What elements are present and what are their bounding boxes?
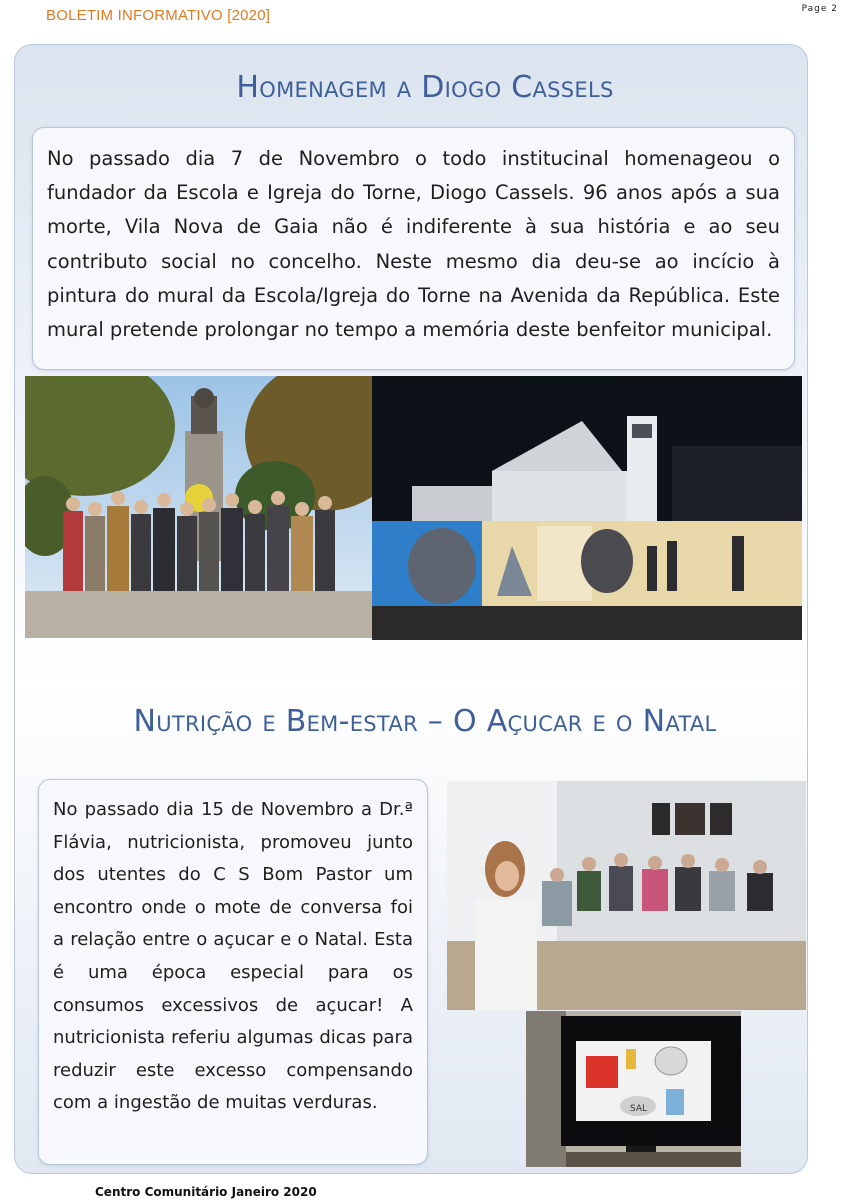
section-title-nutricao: Nutrição e Bem-estar – O Açucar e o Natal: [133, 704, 717, 739]
paragraph-nutricao: No passado dia 15 de Novembro a Dr.ª Flávia, nutricionista, promoveu junto dos utentes do C S Bom Pastor um encontro onde o mote de conversa foi a relação entre o açucar e o Natal. Esta é uma época especial para os consumos excessivos de açucar! A nutricionista referiu algumas dicas para reduzir este excesso compensando com a ingestão de muitas verduras.: [53, 799, 413, 1114]
footer-text: Centro Comunitário Janeiro 2020: [95, 1185, 317, 1199]
photo-nutrition-session: [447, 781, 806, 1010]
text-box-nutricao: [38, 779, 428, 1165]
text-box-homenagem: [32, 127, 795, 370]
photo-mural-night: [372, 376, 802, 640]
photo-group-at-monument: [25, 376, 372, 638]
slide-label: SAL: [630, 1104, 648, 1114]
paragraph-homenagem: No passado dia 7 de Novembro o todo institucinal homenageou o fundador da Escola e Igreja do Torne, Diogo Cassels. 96 anos após a sua morte, Vila Nova de Gaia não é indiferente à sua história e ao seu contributo social no concelho. Neste mesmo dia deu-se ao incício à pintura do mural da Escola/Igreja do Torne na Avenida da República. Este mural pretende prolongar no tempo a memória deste benfeitor municipal.: [47, 147, 780, 342]
photo-tv-presentation: [526, 1011, 741, 1167]
newsletter-header-title: BOLETIM INFORMATIVO [2020]: [46, 7, 271, 24]
page-number: Page 2: [801, 4, 838, 14]
section-title-homenagem: Homenagem a Diogo Cassels: [236, 70, 614, 105]
